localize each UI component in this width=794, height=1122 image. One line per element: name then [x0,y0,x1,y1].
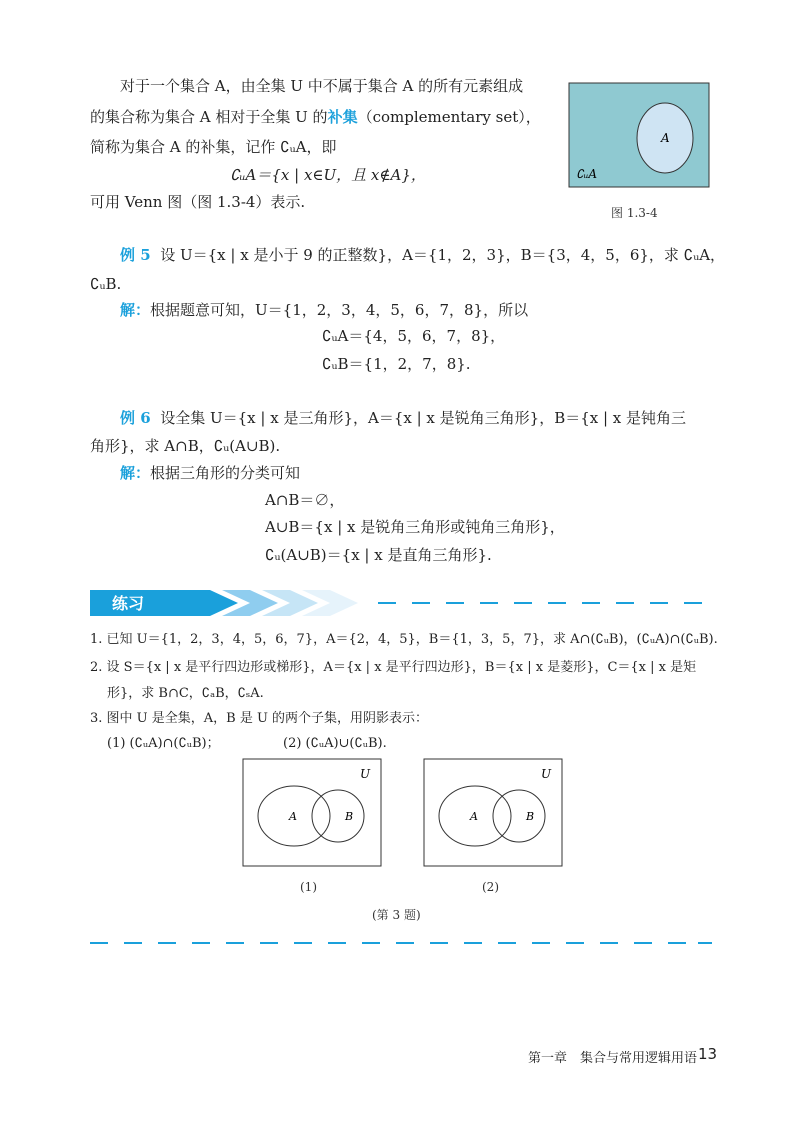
practice-question-2-line-1: 2. 设 S＝{x | x 是平行四边形或梯形}，A＝{x | x 是平行四边形}，B＝{x | x 是菱形}，C＝{x | x 是矩 [90,660,697,675]
example-5-solution-2: ∁ᵤA＝{4，5，6，7，8}， [322,327,506,345]
venn-1-u-label: U [360,767,371,781]
practice-banner [90,590,370,616]
example-6-question-1: 设全集 U＝{x | x 是三角形}，A＝{x | x 是锐角三角形}，B＝{x | x 是钝角三 [160,409,687,427]
example-5-question-2: ∁ᵤB. [90,275,122,293]
example-6-line-1 [120,404,686,432]
example-5-solution-3: ∁ᵤB＝{1，2，7，8}. [322,355,471,373]
intro-line-2a: 的集合称为集合 A 相对于全集 U 的 [90,108,328,126]
example-6-solution-2: A∩B＝∅， [265,491,345,509]
venn-1-set-b [312,790,364,842]
intro-line-2b: （complementary set）， [357,108,541,126]
term-complement: 补集 [327,108,358,126]
example-6-solution-text-1: 根据三角形的分类可知 [150,464,301,482]
example-6-solution-label: 解： [120,464,151,482]
example-5-solution-label: 解： [120,301,151,319]
figure-caption: 图 1.3-4 [611,206,658,220]
venn-2-a-label: A [470,810,478,823]
example-5-label: 例 5 [120,246,151,264]
practice-question-3-line-1: 3. 图中 U 是全集，A，B 是 U 的两个子集，用阴影表示： [90,711,429,726]
venn-1-a-label: A [289,810,297,823]
example-6-question-2: 角形}，求 A∩B，∁ᵤ(A∪B). [90,437,281,455]
intro-line-3: 简称为集合 A 的补集，记作 ∁ᵤA，即 [90,138,337,156]
example-6-solution-3: A∪B＝{x | x 是锐角三角形或钝角三角形}， [265,518,565,536]
venn-figure-1-3-4 [568,82,710,188]
venn-2-set-b [493,790,545,842]
practice-question-1: 1. 已知 U＝{1，2，3，4，5，6，7}，A＝{2，4，5}，B＝{1，3，5，7}，求 A∩(∁ᵤB)，(∁ᵤA)∩(∁ᵤB). [90,632,718,647]
practice-question-2-line-2: 形}，求 B∩C，∁ₐB，∁ₛA. [107,686,264,701]
venn-2-b-label: B [526,810,535,823]
venn-1-caption: (1) [300,880,317,894]
venn-2-u-label: U [541,767,552,781]
practice-question-3-part-1: (1) (∁ᵤA)∩(∁ᵤB)； [107,736,220,751]
venn-diagram-2 [423,758,563,868]
example-5-line-1 [120,241,725,269]
set-a-label: A [661,131,670,145]
venn-2-caption: (2) [482,880,499,894]
example-6-label: 例 6 [120,409,151,427]
venn-diagram-1 [242,758,382,868]
practice-title: 练习 [112,594,145,613]
example-6-solution-1 [120,459,300,487]
example-5-solution-text-1: 根据题意可知，U＝{1，2，3，4，5，6，7，8}，所以 [150,301,529,319]
complement-label: ∁ᵤA [576,167,598,181]
example-5-question-1: 设 U＝{x | x 是小于 9 的正整数}，A＝{1，2，3}，B＝{3，4，5，6}，求 ∁ᵤA， [160,246,726,264]
figures-caption: (第 3 题) [372,908,421,922]
footer-page-number: 13 [698,1045,718,1063]
practice-question-3-part-2: (2) (∁ᵤA)∪(∁ᵤB). [283,736,387,751]
complement-definition-formula: ∁ᵤA＝{x | x∈U，且 x∉A}， [230,166,426,184]
intro-line-5: 可用 Venn 图（图 1.3-4）表示. [90,193,306,211]
intro-line-2 [90,103,541,131]
example-5-solution-1 [120,296,528,324]
footer-chapter: 第一章 集合与常用逻辑用语 [528,1051,698,1066]
venn-1-b-label: B [345,810,354,823]
example-6-solution-4: ∁ᵤ(A∪B)＝{x | x 是直角三角形}. [265,546,492,564]
intro-line-1: 对于一个集合 A，由全集 U 中不属于集合 A 的所有元素组成 [120,77,524,95]
